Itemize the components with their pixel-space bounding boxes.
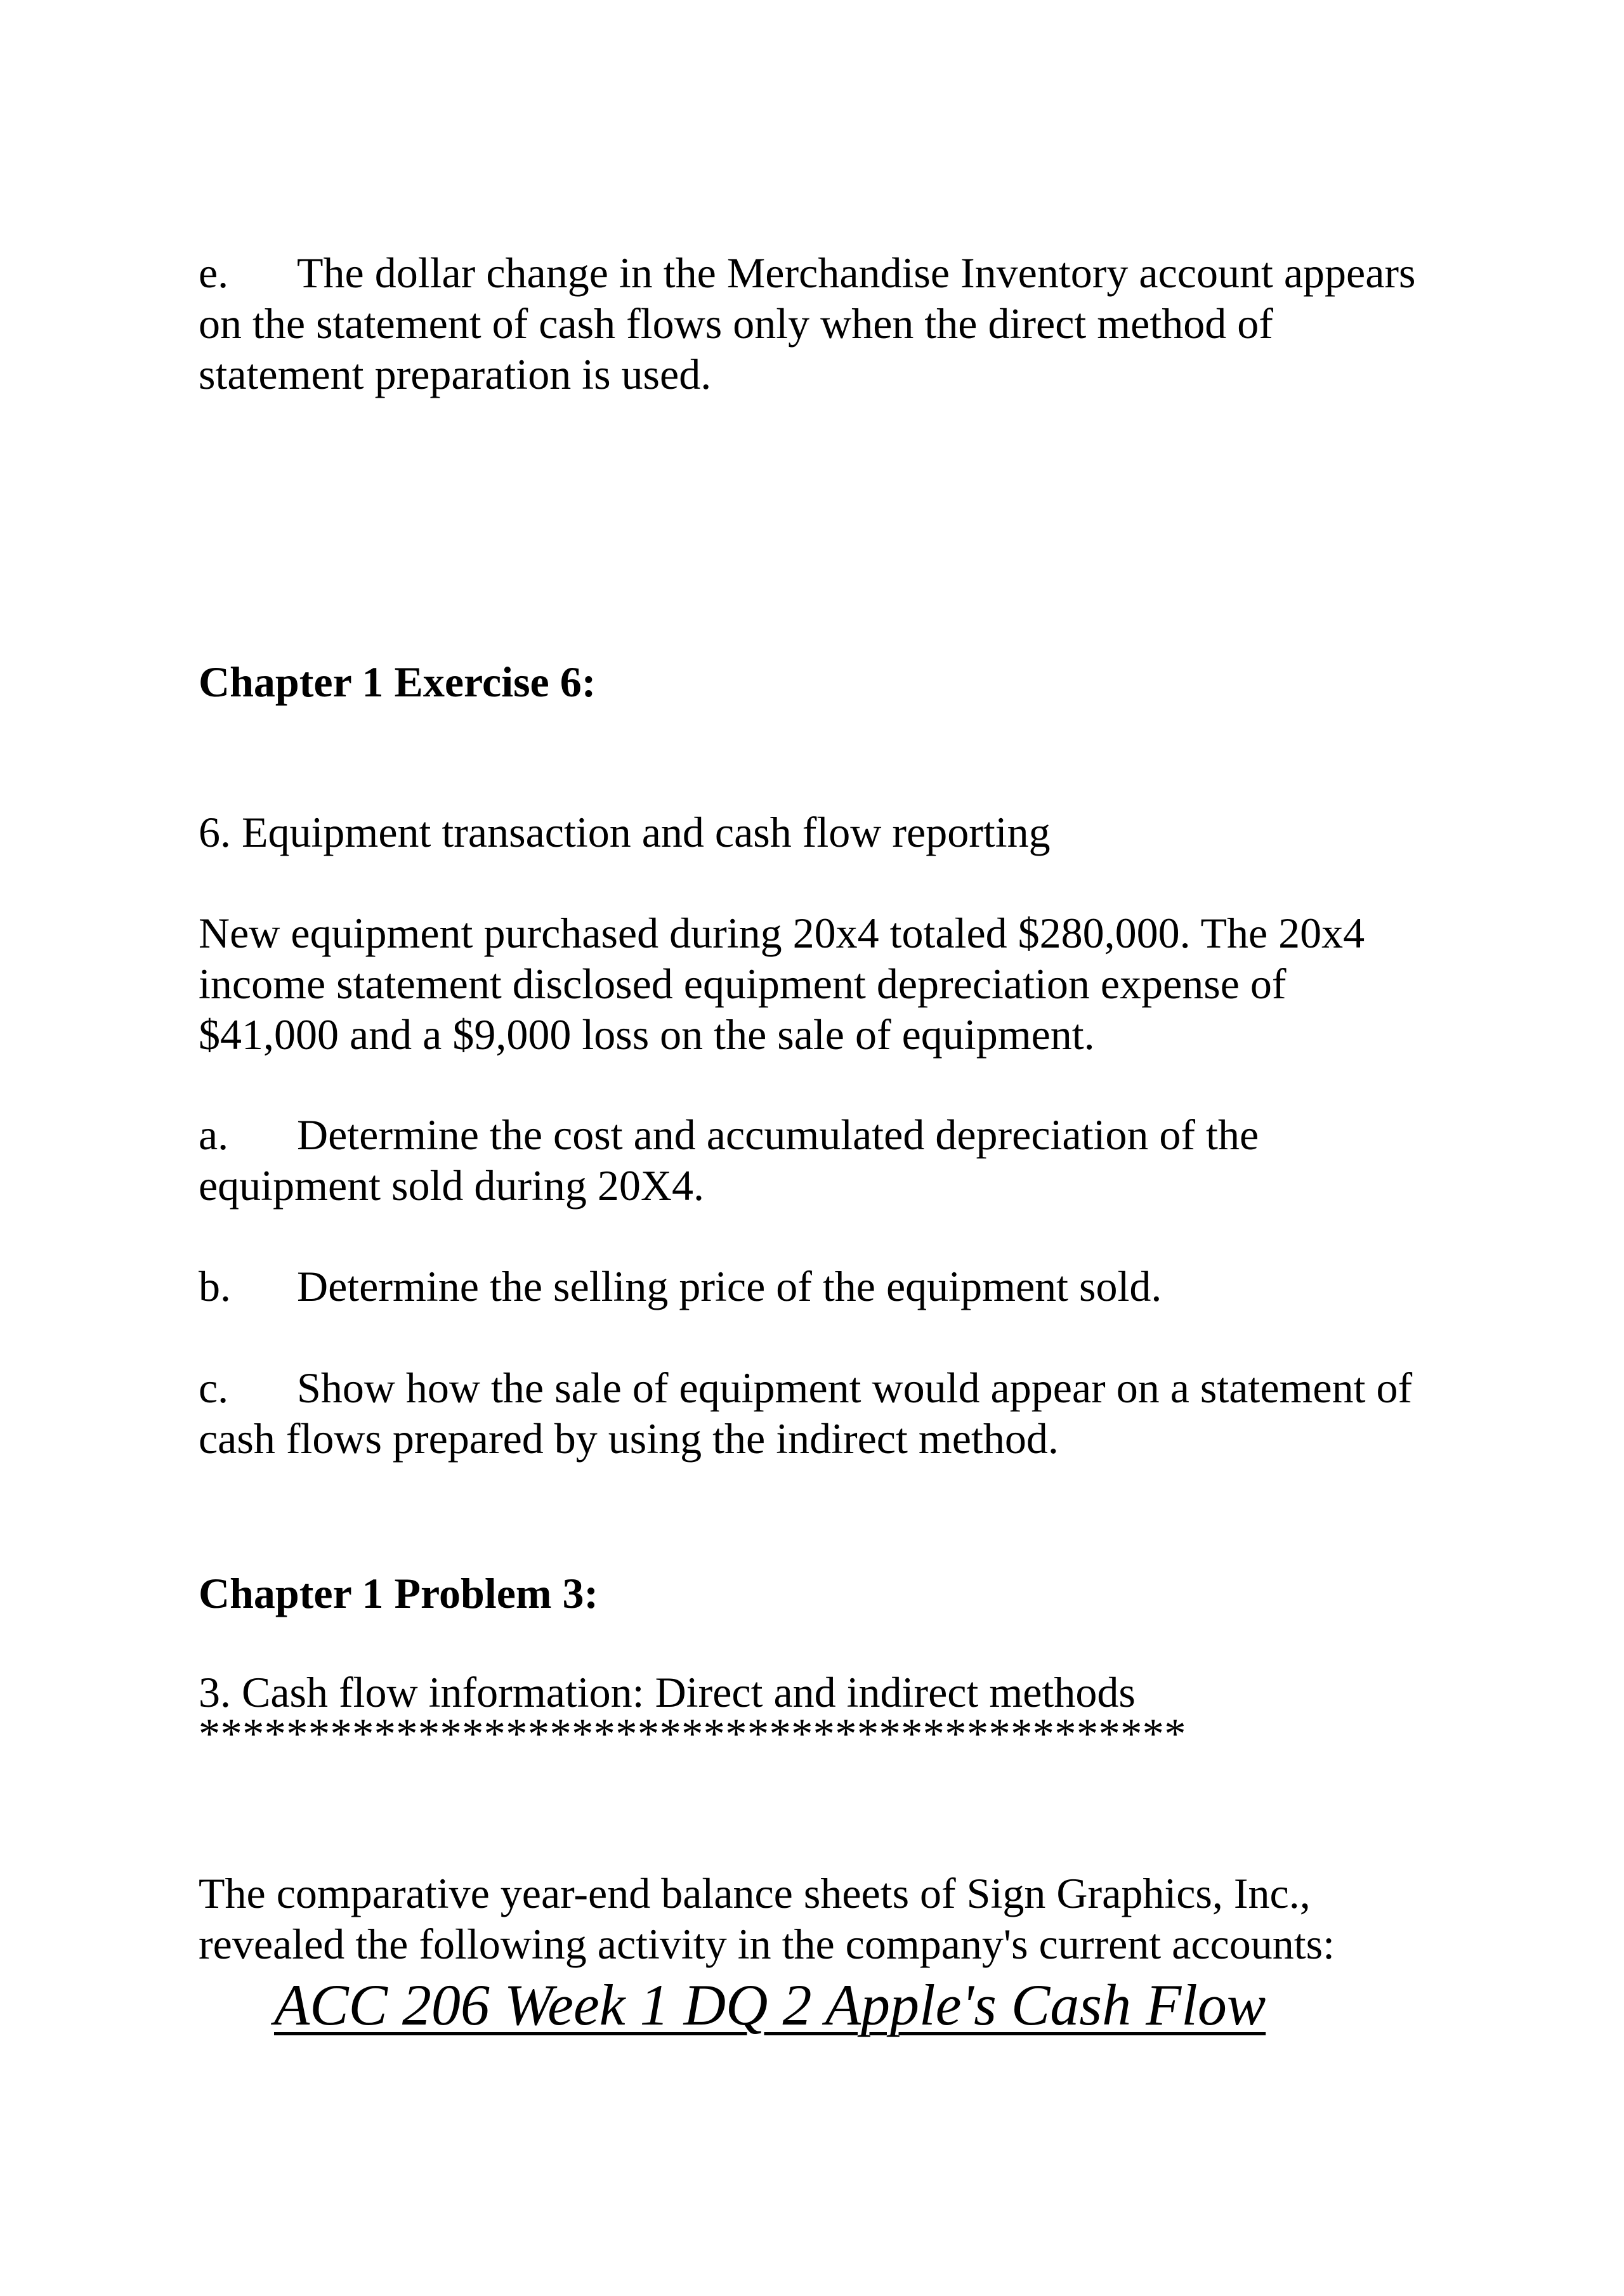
item-c-text-1: Show how the sale of equipment would appear on a statement of bbox=[297, 1364, 1413, 1412]
item-e-line-3: statement preparation is used. bbox=[199, 350, 712, 398]
item-a-line-2: equipment sold during 20X4. bbox=[199, 1161, 705, 1210]
problem-body bbox=[199, 1868, 1467, 1969]
problem-body-line-2: revealed the following activity in the company's current accounts: bbox=[199, 1920, 1335, 1968]
problem-heading: Chapter 1 Problem 3: bbox=[199, 1569, 599, 1617]
acc206-link[interactable]: ACC 206 Week 1 DQ 2 Apple's Cash Flow bbox=[274, 1973, 1266, 2037]
item-e-line-1 bbox=[199, 247, 1467, 298]
problem-subtitle: 3. Cash flow information: Direct and indirect methods bbox=[199, 1668, 1136, 1716]
item-b-line-1 bbox=[199, 1261, 1467, 1312]
item-b-text-1: Determine the selling price of the equipment sold. bbox=[297, 1262, 1162, 1310]
item-b-marker: b. bbox=[199, 1262, 231, 1310]
item-e bbox=[199, 247, 1467, 400]
exercise-intro bbox=[199, 908, 1467, 1060]
item-a-marker: a. bbox=[199, 1111, 229, 1159]
exercise-intro-line-1: New equipment purchased during 20x4 totaled $280,000. The 20x4 bbox=[199, 909, 1365, 957]
item-c-line-1 bbox=[199, 1362, 1467, 1413]
item-e-line-2: on the statement of cash flows only when the direct method of bbox=[199, 299, 1273, 348]
problem-separator: ********************************************* bbox=[199, 1709, 1186, 1758]
exercise-subtitle: 6. Equipment transaction and cash flow reporting bbox=[199, 808, 1051, 856]
exercise-item-a bbox=[199, 1109, 1467, 1211]
exercise-item-b bbox=[199, 1261, 1467, 1312]
item-e-marker: e. bbox=[199, 249, 229, 297]
item-a-line-1 bbox=[199, 1109, 1467, 1160]
item-a-text-1: Determine the cost and accumulated depreciation of the bbox=[297, 1111, 1259, 1159]
exercise-intro-line-2: income statement disclosed equipment depreciation expense of bbox=[199, 960, 1287, 1008]
exercise-intro-line-3: $41,000 and a $9,000 loss on the sale of equipment. bbox=[199, 1010, 1095, 1059]
exercise-item-c bbox=[199, 1362, 1467, 1464]
problem-subtitle-block bbox=[199, 1667, 1467, 1758]
item-c-line-2: cash flows prepared by using the indirect method. bbox=[199, 1414, 1059, 1463]
problem-body-line-1: The comparative year-end balance sheets of Sign Graphics, Inc., bbox=[199, 1869, 1311, 1917]
exercise-heading: Chapter 1 Exercise 6: bbox=[199, 658, 596, 706]
item-e-text-1: The dollar change in the Merchandise Inventory account appears bbox=[297, 249, 1416, 297]
item-c-marker: c. bbox=[199, 1364, 229, 1412]
